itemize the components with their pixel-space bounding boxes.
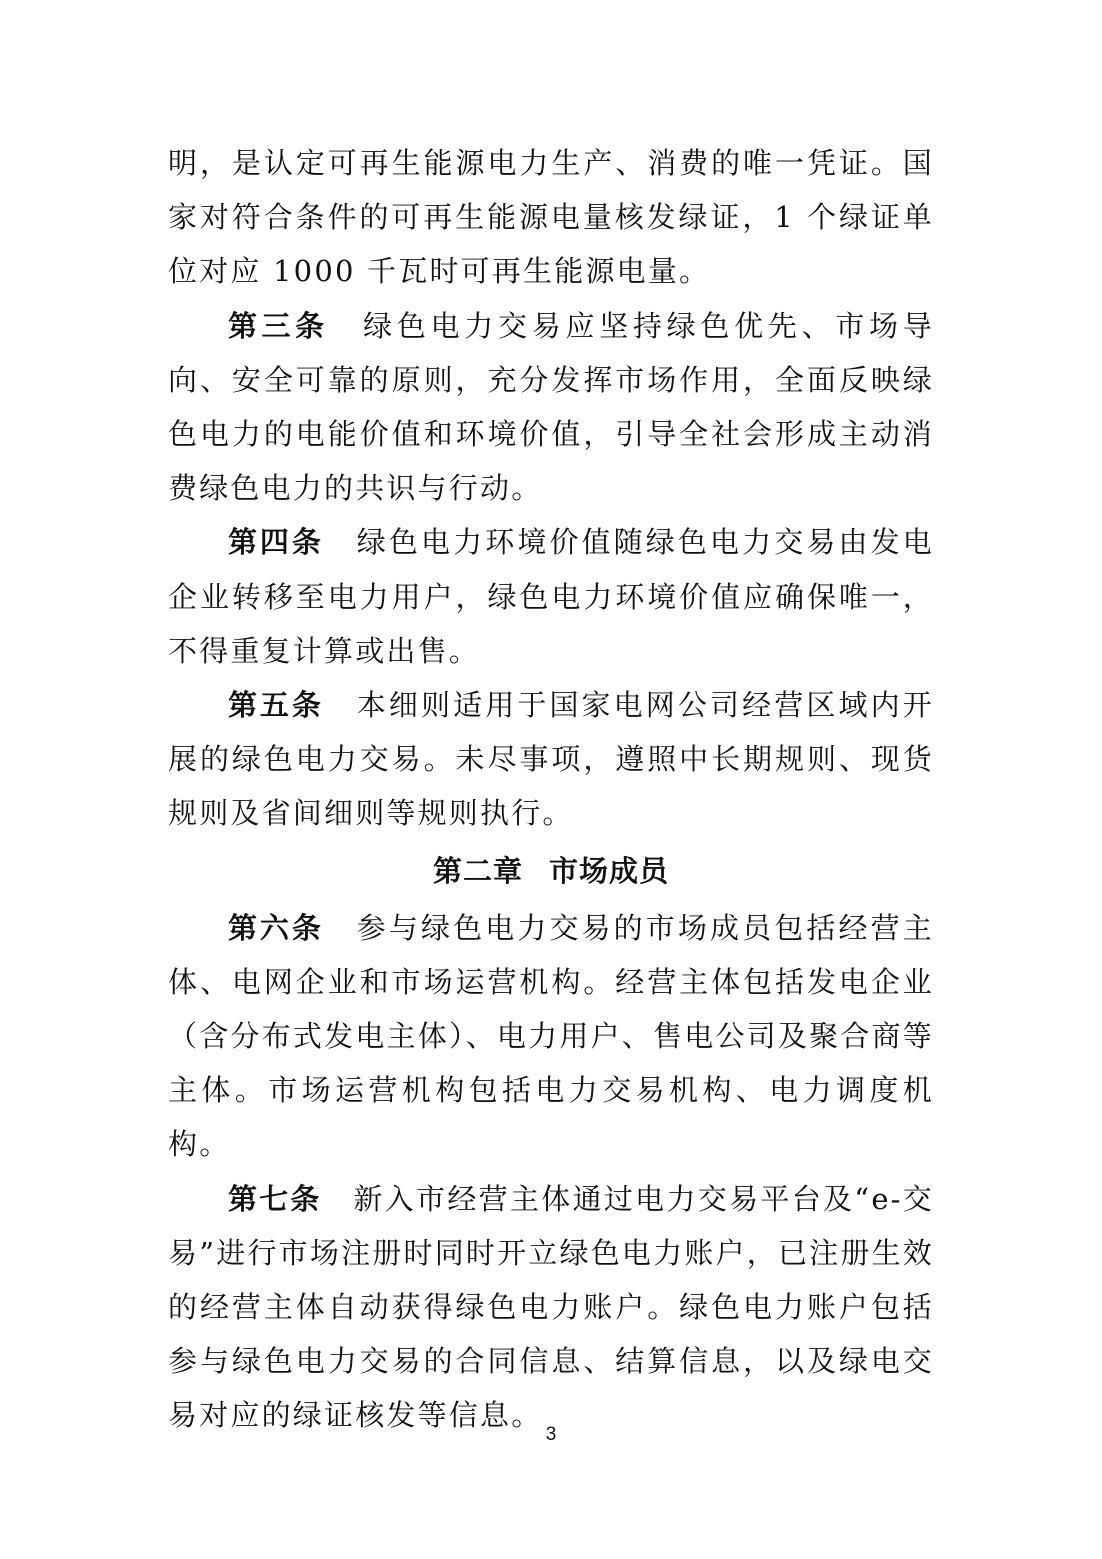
article-6-text: 参与绿色电力交易的市场成员包括经营主体、电网企业和市场运营机构。经营主体包括发电企业（含分布式发电主体）、电力用户、售电公司及聚合商等主体。市场运营机构包括电力交易机构、电力调度机构。 — [168, 910, 934, 1162]
article-6-label: 第六条 — [228, 910, 324, 945]
article-7-text: 新入市经营主体通过电力交易平台及“e-交易”进行市场注册时同时开立绿色电力账户，已注册生效的经营主体自动获得绿色电力账户。绿色电力账户包括参与绿色电力交易的合同信息、结算信息，以及绿电交易对应的绿证核发等信息。 — [168, 1181, 934, 1433]
article-7 — [168, 1172, 934, 1443]
chapter-number: 第二章 — [432, 853, 523, 888]
article-7-label: 第七条 — [228, 1181, 322, 1216]
article-4-text: 绿色电力环境价值随绿色电力交易由发电企业转移至电力用户，绿色电力环境价值应确保唯一，不得重复计算或出售。 — [168, 525, 934, 668]
article-3-text: 绿色电力交易应坚持绿色优先、市场导向、安全可靠的原则，充分发挥市场作用，全面反映绿色电力的电能价值和环境价值，引导全社会形成主动消费绿色电力的共识与行动。 — [168, 308, 934, 506]
page-number: 3 — [545, 1424, 557, 1445]
article-6 — [168, 901, 934, 1172]
continuation-paragraph: 明，是认定可再生能源电力生产、消费的唯一凭证。国家对符合条件的可再生能源电量核发绿证，1 个绿证单位对应 1000 千瓦时可再生能源电量。 — [168, 146, 934, 289]
article-5-text: 本细则适用于国家电网公司经营区域内开展的绿色电力交易。未尽事项，遵照中长期规则、现货规则及省间细则等规则执行。 — [168, 688, 934, 831]
chapter-title: 市场成员 — [549, 853, 670, 888]
article-3-label: 第三条 — [228, 308, 329, 343]
article-4 — [168, 515, 934, 678]
article-4-label: 第四条 — [228, 525, 324, 560]
chapter-heading — [168, 841, 934, 901]
document-body — [168, 136, 934, 1443]
article-5-label: 第五条 — [228, 688, 324, 723]
article-5 — [168, 678, 934, 841]
article-3 — [168, 299, 934, 516]
